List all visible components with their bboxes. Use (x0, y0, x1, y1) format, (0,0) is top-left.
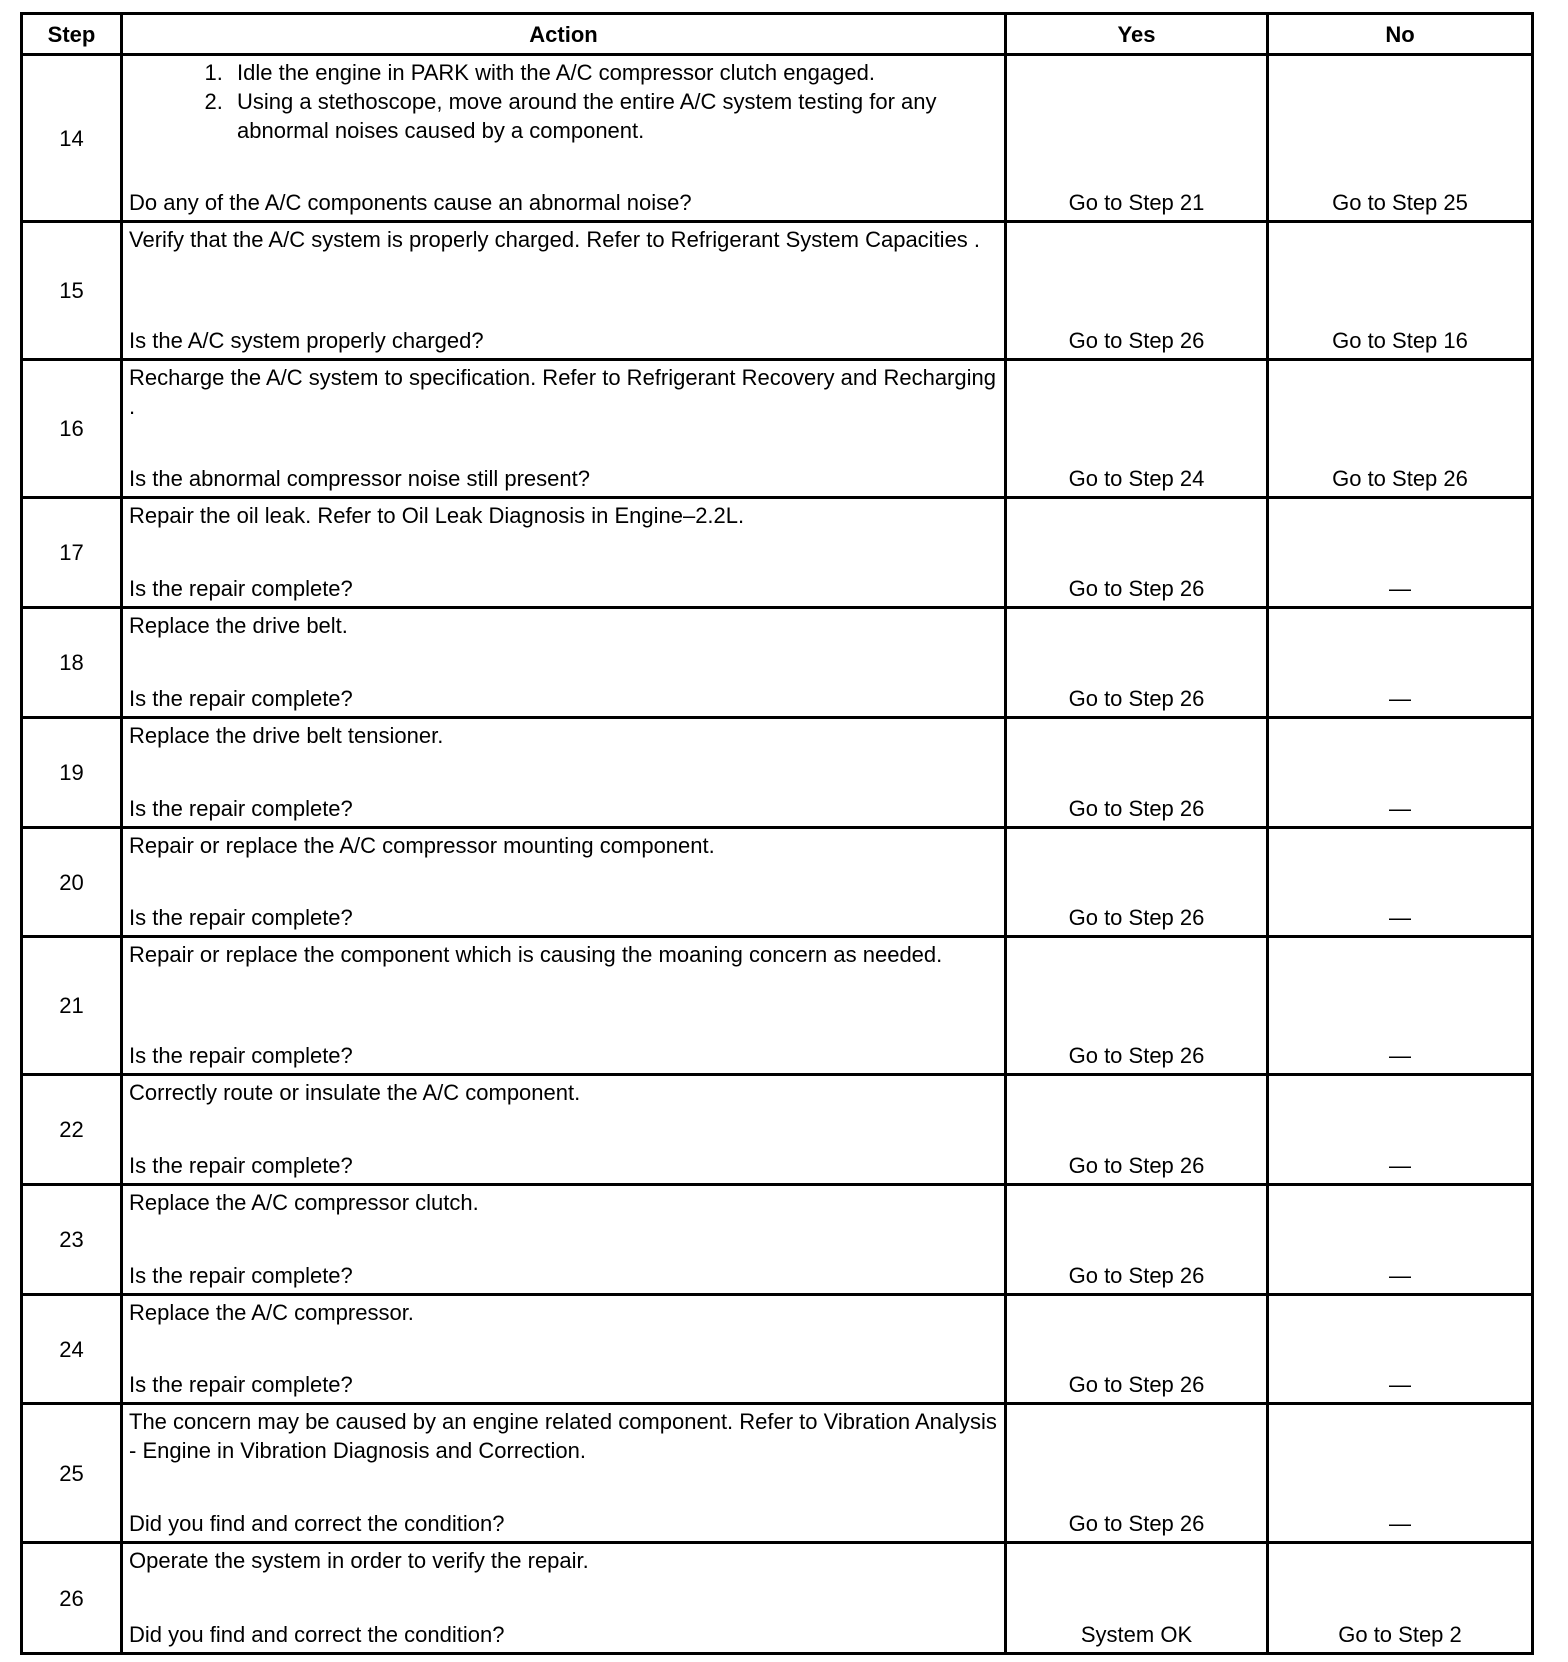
no-result: — (1268, 608, 1533, 718)
yes-result: System OK (1006, 1543, 1268, 1654)
action-cell (122, 828, 1006, 937)
header-action: Action (122, 14, 1006, 55)
table-row (22, 1404, 1533, 1543)
no-result: — (1268, 718, 1533, 828)
yes-result: Go to Step 26 (1006, 608, 1268, 718)
action-cell (122, 718, 1006, 828)
instruction-text: The concern may be caused by an engine related component. Refer to Vibration Analysis - Engine in Vibration Diagnosis and Correction. (129, 1409, 997, 1463)
yes-result: Go to Step 24 (1006, 360, 1268, 498)
step-number: 21 (22, 937, 122, 1075)
question-text: Is the repair complete? (129, 1153, 353, 1178)
action-cell (122, 360, 1006, 498)
step-number: 26 (22, 1543, 122, 1654)
yes-result: Go to Step 26 (1006, 222, 1268, 360)
action-cell (122, 1075, 1006, 1185)
yes-result: Go to Step 26 (1006, 828, 1268, 937)
instruction-text: Replace the A/C compressor clutch. (129, 1190, 479, 1215)
instruction-text: Correctly route or insulate the A/C component. (129, 1080, 581, 1105)
question-text: Is the repair complete? (129, 1263, 353, 1288)
no-result: Go to Step 26 (1268, 360, 1533, 498)
question-text: Is the repair complete? (129, 686, 353, 711)
action-cell (122, 1185, 1006, 1295)
no-result: Go to Step 25 (1268, 55, 1533, 222)
table-row (22, 718, 1533, 828)
yes-result: Go to Step 26 (1006, 1295, 1268, 1404)
no-result: Go to Step 2 (1268, 1543, 1533, 1654)
instruction-list-item: 2. Using a stethoscope, move around the entire A/C system testing for any abnormal noises caused by a component. (229, 87, 998, 145)
action-cell (122, 55, 1006, 222)
step-number: 20 (22, 828, 122, 937)
question-text: Is the repair complete? (129, 576, 353, 601)
action-cell (122, 1404, 1006, 1543)
header-row (22, 14, 1533, 55)
question-text: Is the A/C system properly charged? (129, 328, 484, 353)
action-cell (122, 937, 1006, 1075)
yes-result: Go to Step 26 (1006, 1404, 1268, 1543)
step-number: 18 (22, 608, 122, 718)
instruction-text: Operate the system in order to verify the repair. (129, 1548, 589, 1573)
step-number: 16 (22, 360, 122, 498)
table-row (22, 360, 1533, 498)
question-text: Do any of the A/C components cause an abnormal noise? (129, 190, 692, 215)
no-result: — (1268, 1295, 1533, 1404)
table-row (22, 1075, 1533, 1185)
table-row (22, 498, 1533, 608)
instruction-text: Repair or replace the A/C compressor mounting component. (129, 833, 715, 858)
action-cell (122, 222, 1006, 360)
yes-result: Go to Step 26 (1006, 1185, 1268, 1295)
step-number: 22 (22, 1075, 122, 1185)
yes-result: Go to Step 26 (1006, 718, 1268, 828)
instruction-list (129, 58, 998, 145)
no-result: — (1268, 1185, 1533, 1295)
step-number: 23 (22, 1185, 122, 1295)
instruction-text: Recharge the A/C system to specification. Refer to Refrigerant Recovery and Recharging . (129, 365, 996, 419)
question-text: Is the abnormal compressor noise still present? (129, 466, 590, 491)
step-number: 17 (22, 498, 122, 608)
action-cell (122, 608, 1006, 718)
yes-result: Go to Step 21 (1006, 55, 1268, 222)
table-row (22, 1543, 1533, 1654)
action-cell (122, 1543, 1006, 1654)
table-row (22, 1295, 1533, 1404)
instruction-text: Replace the A/C compressor. (129, 1300, 414, 1325)
table-row (22, 937, 1533, 1075)
table-row (22, 1185, 1533, 1295)
instruction-text: Replace the drive belt tensioner. (129, 723, 444, 748)
no-result: — (1268, 937, 1533, 1075)
yes-result: Go to Step 26 (1006, 937, 1268, 1075)
instruction-text: Verify that the A/C system is properly charged. Refer to Refrigerant System Capacities . (129, 227, 981, 252)
no-result: — (1268, 1075, 1533, 1185)
no-result: — (1268, 1404, 1533, 1543)
instruction-text: Replace the drive belt. (129, 613, 348, 638)
instruction-text: Repair or replace the component which is causing the moaning concern as needed. (129, 942, 943, 967)
question-text: Is the repair complete? (129, 1372, 353, 1397)
instruction-list-item: 1. Idle the engine in PARK with the A/C compressor clutch engaged. (229, 58, 998, 87)
table-row (22, 222, 1533, 360)
header-step: Step (22, 14, 122, 55)
yes-result: Go to Step 26 (1006, 1075, 1268, 1185)
step-number: 19 (22, 718, 122, 828)
question-text: Is the repair complete? (129, 796, 353, 821)
table-row (22, 608, 1533, 718)
step-number: 15 (22, 222, 122, 360)
action-cell (122, 498, 1006, 608)
question-text: Did you find and correct the condition? (129, 1511, 505, 1536)
question-text: Is the repair complete? (129, 1043, 353, 1068)
step-number: 24 (22, 1295, 122, 1404)
header-yes: Yes (1006, 14, 1268, 55)
header-no: No (1268, 14, 1533, 55)
table-row (22, 828, 1533, 937)
no-result: — (1268, 498, 1533, 608)
table-row (22, 55, 1533, 222)
yes-result: Go to Step 26 (1006, 498, 1268, 608)
instruction-text: Repair the oil leak. Refer to Oil Leak Diagnosis in Engine–2.2L. (129, 503, 745, 528)
question-text: Did you find and correct the condition? (129, 1622, 505, 1647)
question-text: Is the repair complete? (129, 905, 353, 930)
step-number: 14 (22, 55, 122, 222)
no-result: — (1268, 828, 1533, 937)
diagnostic-table (20, 12, 1534, 1655)
no-result: Go to Step 16 (1268, 222, 1533, 360)
action-cell (122, 1295, 1006, 1404)
step-number: 25 (22, 1404, 122, 1543)
